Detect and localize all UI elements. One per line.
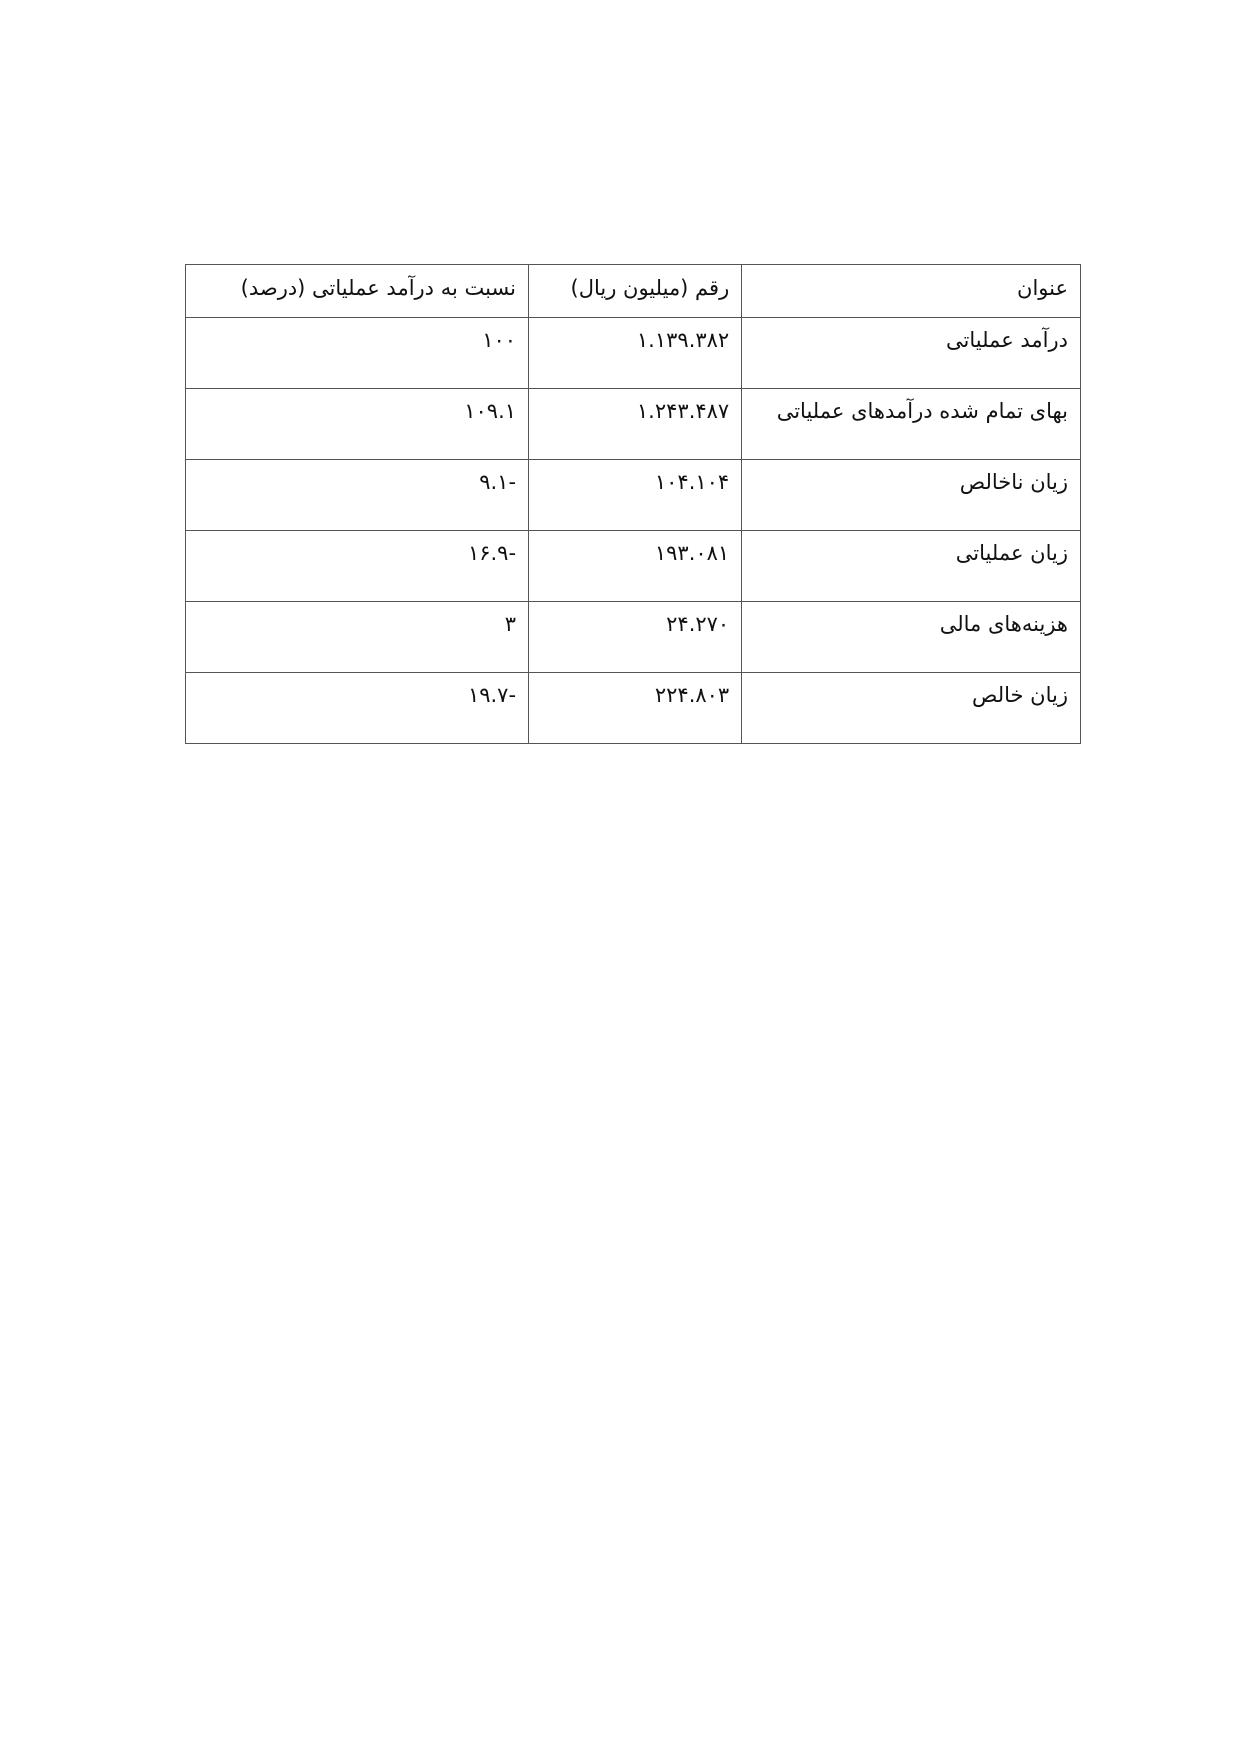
- header-amount: رقم (میلیون ریال): [529, 265, 742, 318]
- row-amount: ۲۲۴.۸۰۳: [529, 673, 742, 744]
- header-title: عنوان: [742, 265, 1081, 318]
- table-row: [186, 531, 1081, 602]
- row-ratio: -۹.۱: [186, 460, 529, 531]
- table-row: [186, 673, 1081, 744]
- row-ratio: -۱۶.۹: [186, 531, 529, 602]
- row-amount: ۱.۱۳۹.۳۸۲: [529, 318, 742, 389]
- financial-summary-table: [185, 264, 1081, 744]
- row-title: هزینه‌های مالی: [742, 602, 1081, 673]
- table-header-row: [186, 265, 1081, 318]
- table-row: [186, 460, 1081, 531]
- header-ratio: نسبت به درآمد عملیاتی (درصد): [186, 265, 529, 318]
- row-amount: ۱۹۳.۰۸۱: [529, 531, 742, 602]
- row-title: زیان ناخالص: [742, 460, 1081, 531]
- row-title: زیان خالص: [742, 673, 1081, 744]
- row-amount: ۱۰۴.۱۰۴: [529, 460, 742, 531]
- row-amount: ۱.۲۴۳.۴۸۷: [529, 389, 742, 460]
- table-row: [186, 389, 1081, 460]
- row-title: زیان عملیاتی: [742, 531, 1081, 602]
- row-ratio: ۱۰۹.۱: [186, 389, 529, 460]
- row-ratio: -۱۹.۷: [186, 673, 529, 744]
- row-title: درآمد عملیاتی: [742, 318, 1081, 389]
- table-row: [186, 602, 1081, 673]
- row-title: بهای تمام شده درآمدهای عملیاتی: [742, 389, 1081, 460]
- table-row: [186, 318, 1081, 389]
- row-ratio: ۱۰۰: [186, 318, 529, 389]
- row-ratio: ۳: [186, 602, 529, 673]
- row-amount: ۲۴.۲۷۰: [529, 602, 742, 673]
